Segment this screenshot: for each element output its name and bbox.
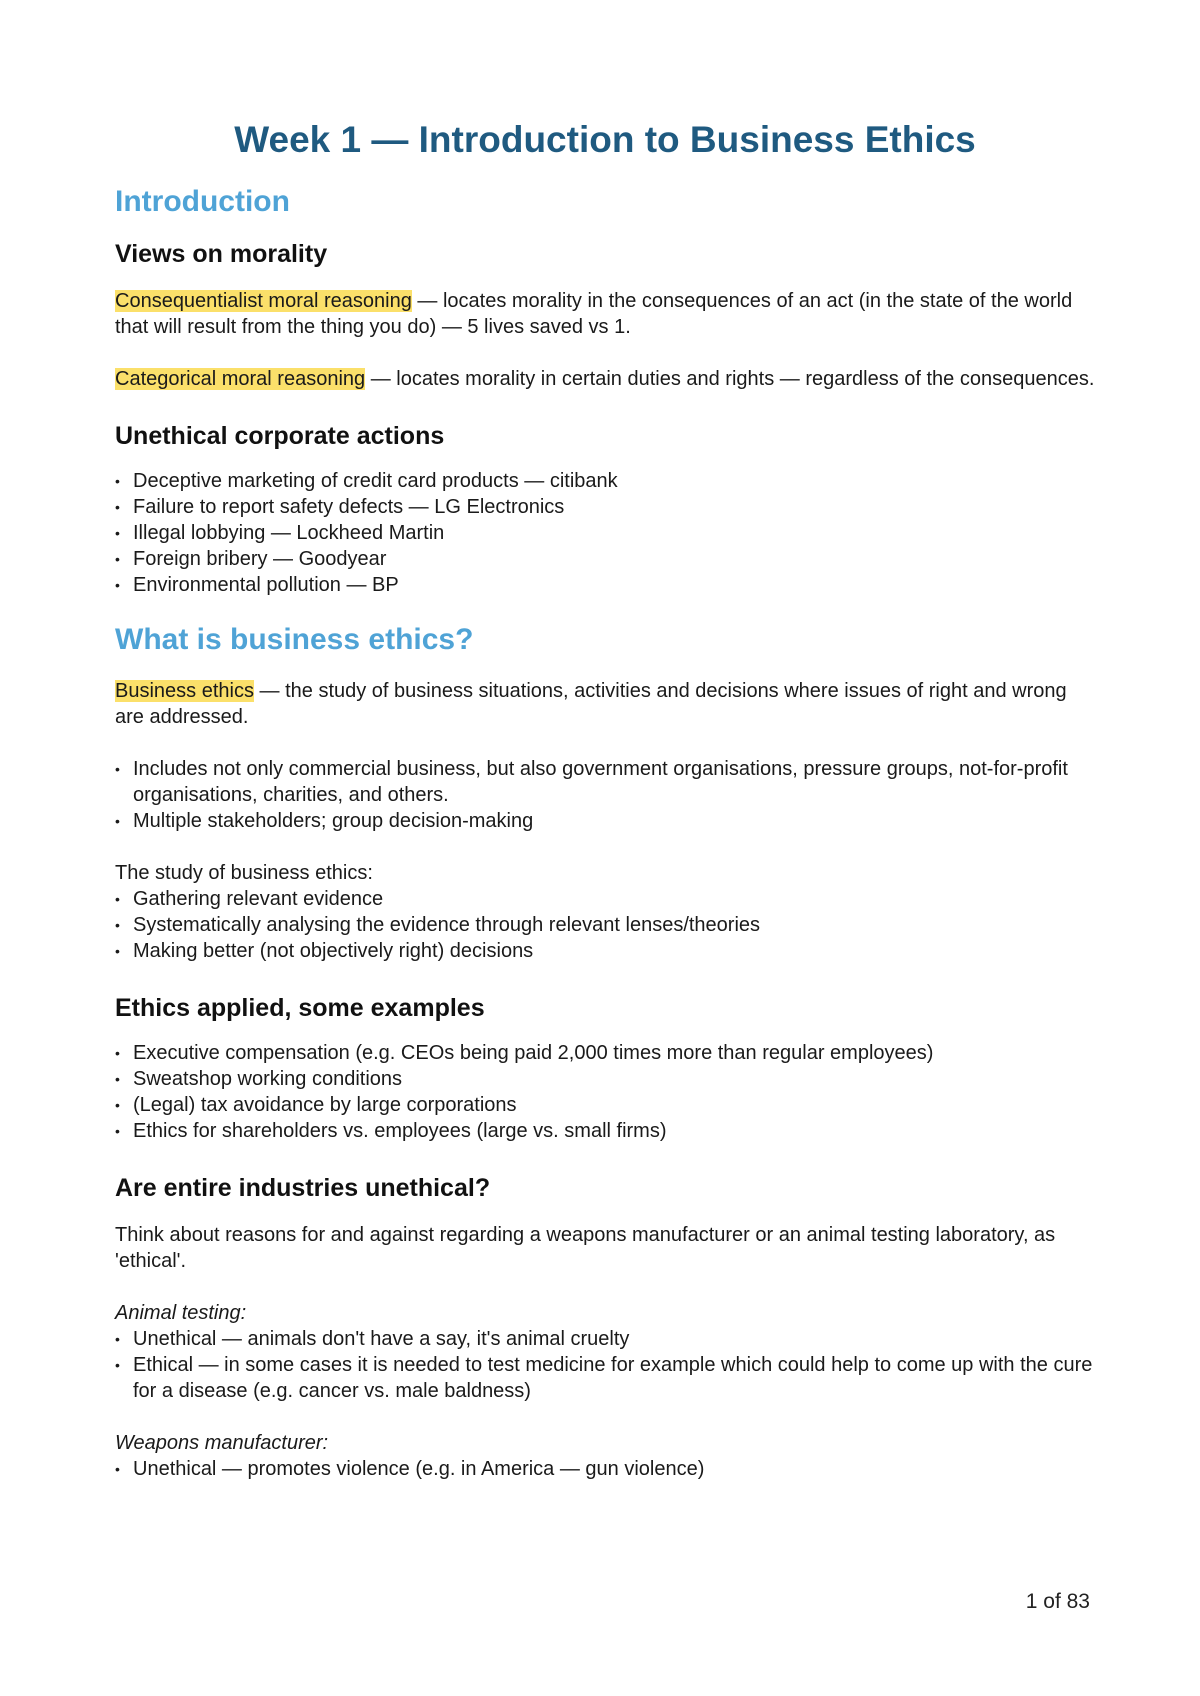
paragraph-consequentialist <box>115 288 1095 340</box>
highlight-consequentialist: Consequentialist moral reasoning <box>115 290 412 312</box>
paragraph-industries: Think about reasons for and against regarding a weapons manufacturer or an animal testing laboratory, as 'ethical'. <box>115 1224 1056 1272</box>
highlight-categorical: Categorical moral reasoning <box>115 368 366 390</box>
categorical-definition: — locates morality in certain duties and rights — regardless of the consequences. <box>365 368 1095 390</box>
list-unethical-actions <box>115 468 1095 598</box>
list-business-ethics-scope <box>115 756 1095 834</box>
list-study-steps <box>115 886 1095 964</box>
heading-views-on-morality: Views on morality <box>115 240 328 268</box>
list-item: • Making better (not objectively right) decisions <box>115 938 1095 964</box>
paragraph-business-ethics <box>115 678 1095 730</box>
list-item: • Unethical — animals don't have a say, it's animal cruelty <box>115 1326 1095 1352</box>
list-item: • Deceptive marketing of credit card products — citibank <box>115 468 1095 494</box>
list-item: • Ethical — in some cases it is needed to test medicine for example which could help to come up with the cure for a disease (e.g. cancer vs. male baldness) <box>115 1352 1095 1404</box>
consequentialist-definition: — locates morality in the consequences of an act (in the state of the world that will result from the thing you do) — 5 lives saved vs 1. <box>115 290 1073 338</box>
list-animal-testing <box>115 1326 1095 1404</box>
paragraph-categorical <box>115 366 1095 392</box>
label-weapons-manufacturer: Weapons manufacturer: <box>115 1432 329 1454</box>
list-item: • Unethical — promotes violence (e.g. in America — gun violence) <box>115 1456 1095 1482</box>
list-item: • Systematically analysing the evidence through relevant lenses/theories <box>115 912 1095 938</box>
business-ethics-definition: — the study of business situations, activities and decisions where issues of right and wrong are addressed. <box>115 680 1067 728</box>
list-item: • Sweatshop working conditions <box>115 1066 1095 1092</box>
list-item: • Gathering relevant evidence <box>115 886 1095 912</box>
list-item: • Ethics for shareholders vs. employees (large vs. small firms) <box>115 1118 1095 1144</box>
list-item: • Illegal lobbying — Lockheed Martin <box>115 520 1095 546</box>
label-animal-testing: Animal testing: <box>115 1302 247 1324</box>
heading-ethics-applied: Ethics applied, some examples <box>115 994 485 1022</box>
list-item: • Foreign bribery — Goodyear <box>115 546 1095 572</box>
list-item: • Failure to report safety defects — LG Electronics <box>115 494 1095 520</box>
list-ethics-applied <box>115 1040 1095 1144</box>
page-indicator: 1 of 83 <box>1025 1590 1090 1613</box>
page-title: Week 1 — Introduction to Business Ethics <box>234 119 976 160</box>
heading-entire-industries: Are entire industries unethical? <box>115 1174 491 1202</box>
heading-what-is-business-ethics: What is business ethics? <box>115 623 474 656</box>
list-weapons-manufacturer <box>115 1456 1095 1482</box>
heading-unethical-actions: Unethical corporate actions <box>115 422 445 450</box>
study-intro: The study of business ethics: <box>115 862 373 884</box>
highlight-business-ethics: Business ethics <box>115 680 254 702</box>
list-item: • Environmental pollution — BP <box>115 572 1095 598</box>
heading-introduction: Introduction <box>115 185 290 218</box>
list-item: • Executive compensation (e.g. CEOs being paid 2,000 times more than regular employees) <box>115 1040 1095 1066</box>
document-content <box>115 112 1095 1482</box>
list-item: • (Legal) tax avoidance by large corporations <box>115 1092 1095 1118</box>
list-item: • Multiple stakeholders; group decision-making <box>115 808 1095 834</box>
list-item: • Includes not only commercial business, but also government organisations, pressure groups, not-for-profit organisations, charities, and others. <box>115 756 1095 808</box>
